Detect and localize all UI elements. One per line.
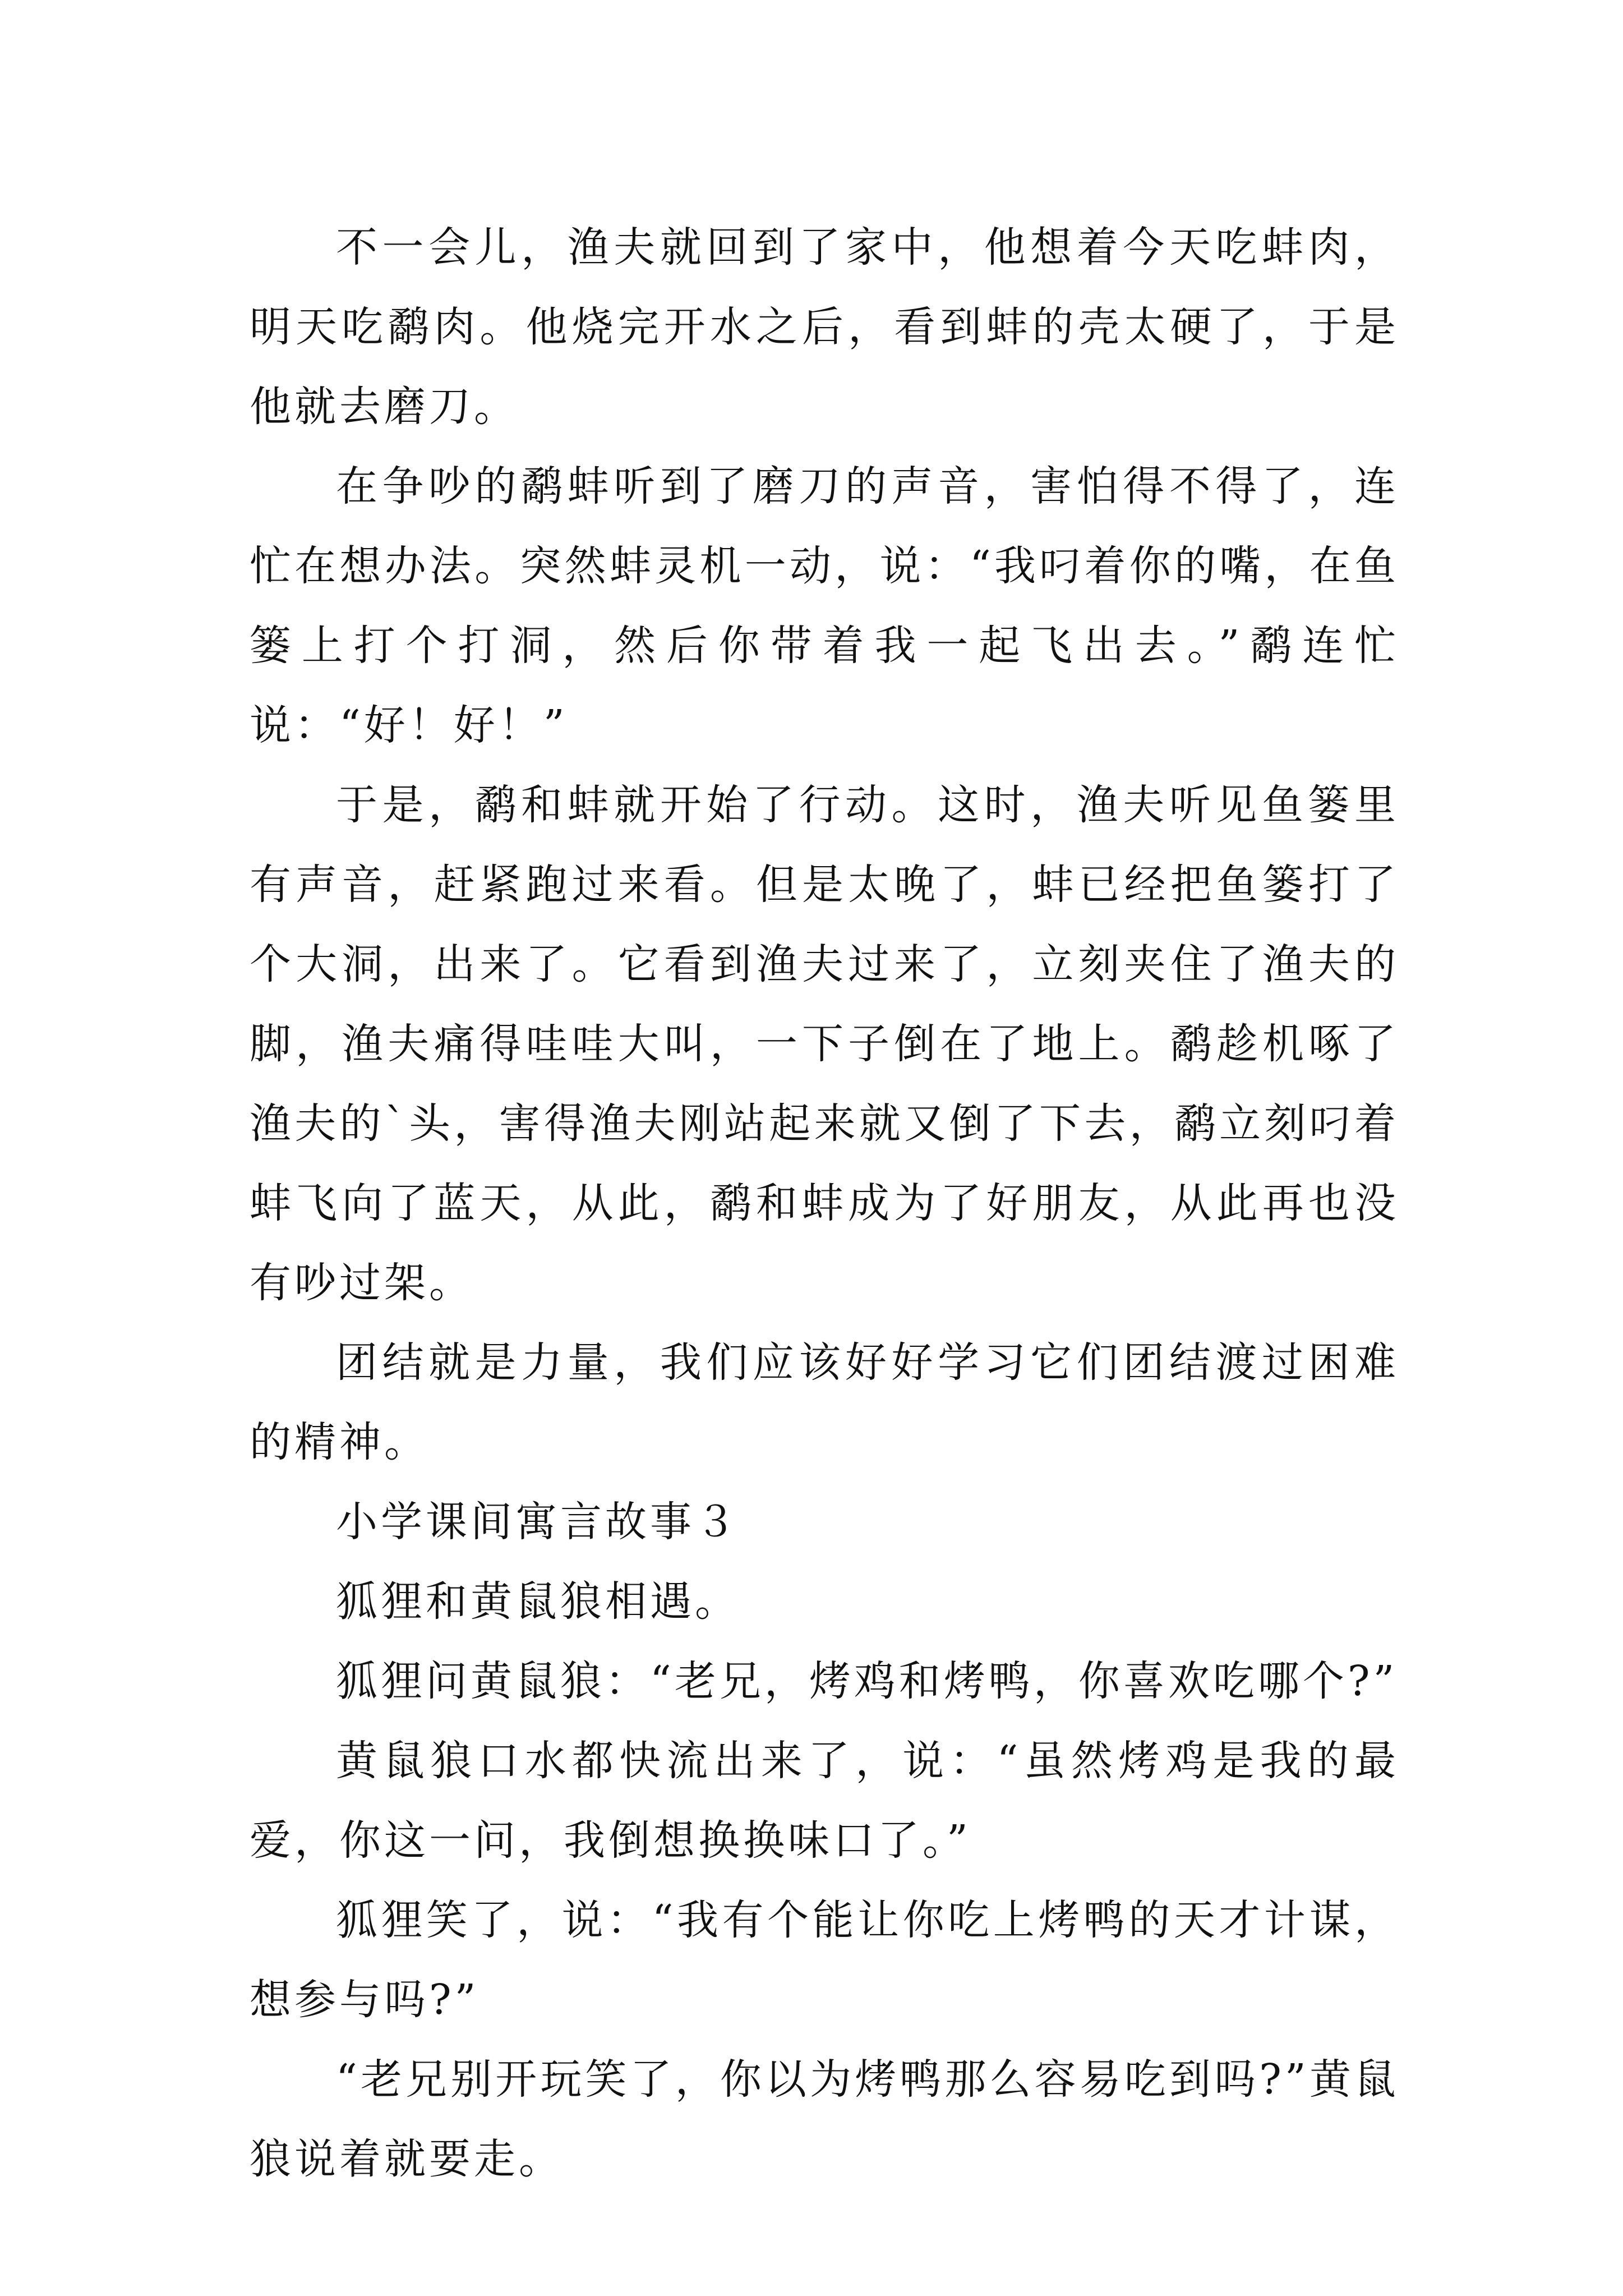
paragraph: 黄鼠狼口水都快流出来了，说：“虽然烤鸡是我的最爱，你这一问，我倒想换换味口了。”: [250, 1737, 1399, 1865]
paragraph: 不一会儿，渔夫就回到了家中，他想着今天吃蚌肉，明天吃鹬肉。他烧完开水之后，看到蚌的壳太硬了，于是他就去磨刀。: [250, 223, 1399, 431]
paragraph: 在争吵的鹬蚌听到了磨刀的声音，害怕得不得了，连忙在想办法。突然蚌灵机一动，说：“我叼着你的嘴，在鱼篓上打个打洞，然后你带着我一起飞出去。”鹬连忙说：“好！好！”: [250, 462, 1399, 749]
paragraph: 狐狸问黄鼠狼：“老兄，烤鸡和烤鸭，你喜欢吃哪个?”: [336, 1657, 1398, 1705]
paragraph: “老兄别开玩笑了，你以为烤鸭那么容易吃到吗?”黄鼠狼说着就要走。: [250, 2055, 1399, 2183]
section-heading: 小学课间寓言故事３: [336, 1498, 740, 1546]
document-body: [250, 208, 1399, 2199]
paragraph: 于是，鹬和蚌就开始了行动。这时，渔夫听见鱼篓里有声音，赶紧跑过来看。但是太晚了，蚌已经把鱼篓打了个大洞，出来了。它看到渔夫过来了，立刻夹住了渔夫的脚，渔夫痛得哇哇大叫，一下子倒在了地上。鹬趁机啄了渔夫的`头，害得渔夫刚站起来就又倒了下去，鹬立刻叼着蚌飞向了蓝天，从此，鹬和蚌成为了好朋友，从此再也没有吵过架。: [250, 781, 1399, 1307]
paragraph: 狐狸和黄鼠狼相遇。: [336, 1577, 740, 1626]
paragraph: 狐狸笑了，说：“我有个能让你吃上烤鸭的天才计谋，想参与吗?”: [250, 1896, 1399, 2024]
paragraph: 团结就是力量，我们应该好好学习它们团结渡过困难的精神。: [250, 1338, 1399, 1466]
